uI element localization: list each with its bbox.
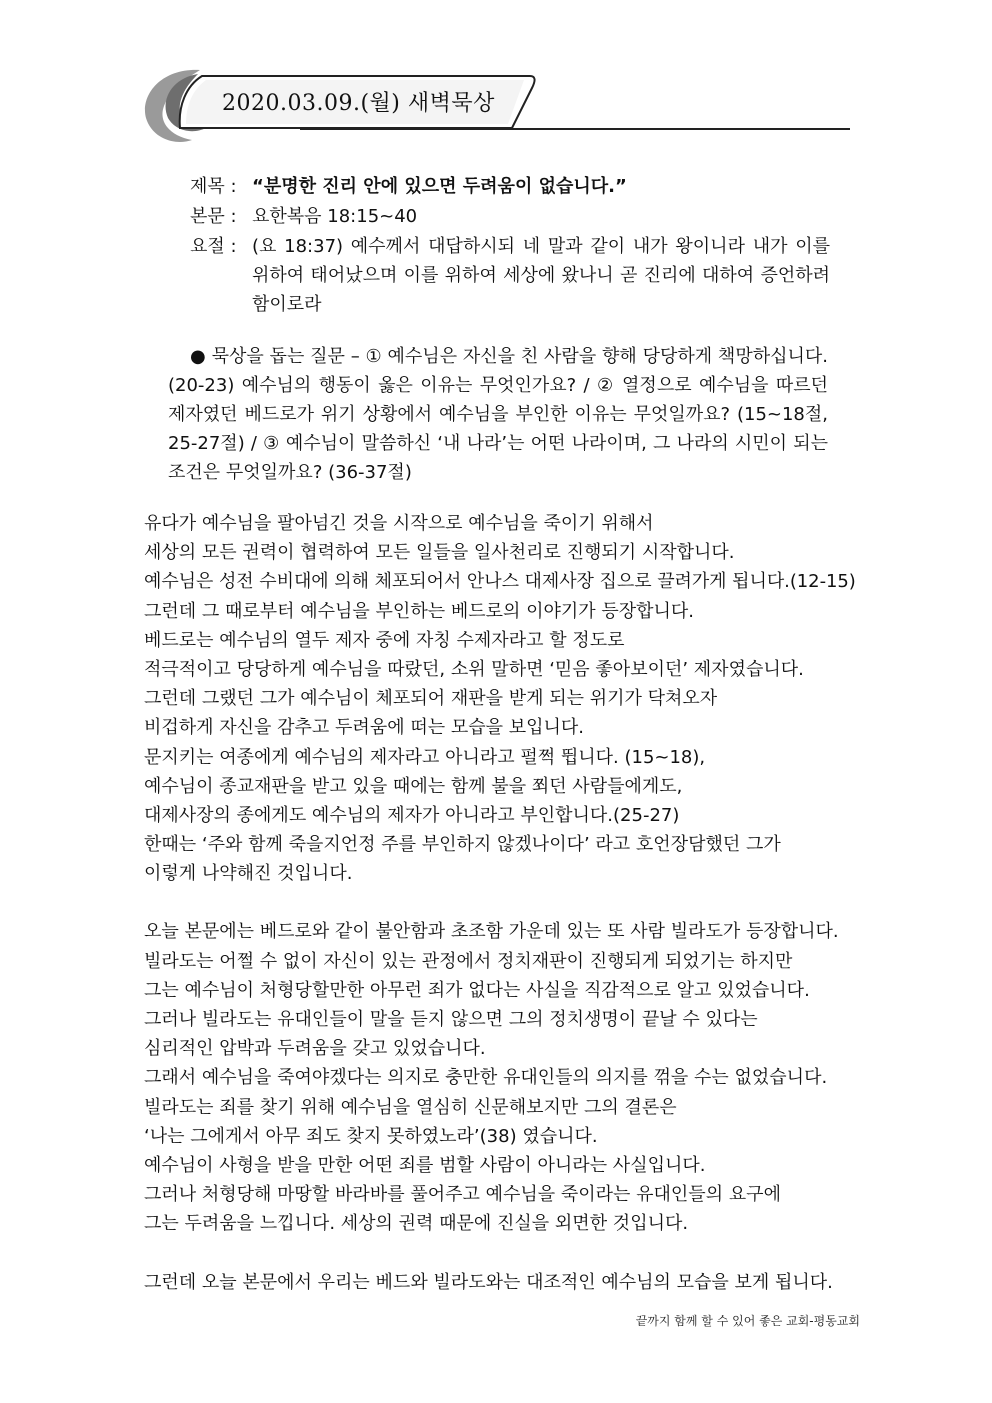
- body-line: 그는 두려움을 느낍니다. 세상의 권력 때문에 진실을 외면한 것입니다.: [144, 1213, 689, 1235]
- paragraph-1: [144, 509, 864, 888]
- body-line: 그러나 빌라도는 유대인들이 말을 듣지 않으면 그의 정치생명이 끝날 수 있다는: [144, 1009, 758, 1030]
- scripture-label: 본문 :: [190, 206, 237, 227]
- paragraph-gap: [144, 888, 864, 917]
- meditation-meta: [190, 172, 830, 319]
- body-line: 그런데 그 때로부터 예수님을 부인하는 베드로의 이야기가 등장합니다.: [144, 600, 695, 622]
- key-verse-text: (요 18:37) 예수께서 대답하시되 네 말과 같이 내가 왕이니라 내가 이를 위하여 태어났으며 이를 위하여 세상에 왔나니 곧 진리에 대하여 증언하려 함이로라: [252, 236, 830, 315]
- title-row: [190, 172, 830, 202]
- body-line: 문지키는 여종에게 예수님의 제자라고 아니라고 펄쩍 뜁니다. (15~18),: [144, 746, 706, 768]
- paragraph-2: [144, 917, 864, 1238]
- key-verse-row: [190, 232, 830, 319]
- body-line: 오늘 본문에는 베드로와 같이 불안함과 초조함 가운데 있는 또 사람 빌라도가 등장합니다.: [144, 921, 839, 943]
- body-line: 비겁하게 자신을 감추고 두려움에 떠는 모습을 보입니다.: [144, 717, 584, 739]
- body-line: 유다가 예수님을 팔아넘긴 것을 시작으로 예수님을 죽이기 위해서: [144, 513, 654, 534]
- body-line: 그는 예수님이 처형당할만한 아무런 죄가 없다는 사실을 직감적으로 알고 있었습니다.: [144, 979, 810, 1001]
- page-header: [140, 66, 852, 146]
- body-line: 한때는 ‘주와 함께 죽을지언정 주를 부인하지 않겠나이다’ 라고 호언장담했던 그가: [144, 834, 781, 856]
- body-line: 대제사장의 종에게도 예수님의 제자가 아니라고 부인합니다.(25-27): [144, 804, 680, 826]
- meditation-questions: ● 묵상을 돕는 질문 – ① 예수님은 자신을 친 사람을 향해 당당하게 책망하십니다. (20-23) 예수님의 행동이 옳은 이유는 무엇인가요? / ② 열정으로 예수님을 따르던 제자였던 베드로가 위기 상황에서 예수님을 부인한 이유는 무엇일까요? (15~18절, 25-27절) / ③ 예수님이 말씀하신 ‘내 나라’는 어떤 나라이며, 그 나라의 시민이 되는 조건은 무엇일까요? (36-37절): [168, 346, 828, 483]
- key-verse-label: 요절 :: [190, 236, 237, 257]
- body-line: 예수님이 사형을 받을 만한 어떤 죄를 범할 사람이 아니라는 사실입니다.: [144, 1154, 706, 1176]
- header-rule: [300, 128, 850, 130]
- body-line: 심리적인 압박과 두려움을 갖고 있었습니다.: [144, 1038, 486, 1060]
- paragraph-3: [144, 1268, 864, 1297]
- body-line: ‘나는 그에게서 아무 죄도 찾지 못하였노라’(38) 였습니다.: [144, 1125, 598, 1147]
- paragraph-gap: [144, 1239, 864, 1268]
- page-title: 2020.03.09.(월) 새벽묵상: [222, 91, 495, 116]
- scripture-reference: 요한복음 18:15~40: [252, 206, 418, 227]
- footer-church-name: 끝까지 함께 할 수 있어 좋은 교회-평동교회: [635, 1314, 860, 1328]
- body-line: 빌라도는 죄를 찾기 위해 예수님을 열심히 신문해보지만 그의 결론은: [144, 1096, 677, 1118]
- body-text: [144, 509, 864, 1297]
- body-line: 예수님은 성전 수비대에 의해 체포되어서 안나스 대제사장 집으로 끌려가게 됩니다.(12-15): [144, 571, 856, 593]
- sermon-title: “분명한 진리 안에 있으면 두려움이 없습니다.”: [252, 176, 627, 197]
- body-line: 적극적이고 당당하게 예수님을 따랐던, 소위 말하면 ‘믿음 좋아보이던’ 제자였습니다.: [144, 658, 804, 680]
- body-line: 세상의 모든 권력이 협력하여 모든 일들을 일사천리로 진행되기 시작합니다.: [144, 542, 735, 564]
- body-line: 예수님이 종교재판을 받고 있을 때에는 함께 불을 쬐던 사람들에게도,: [144, 775, 683, 797]
- body-line: 빌라도는 어쩔 수 없이 자신이 있는 관정에서 정치재판이 진행되게 되었기는 하지만: [144, 950, 793, 972]
- body-line: 그런데 오늘 본문에서 우리는 베드와 빌라도와는 대조적인 예수님의 모습을 보게 됩니다.: [144, 1271, 833, 1293]
- scripture-row: [190, 202, 830, 232]
- body-line: 베드로는 예수님의 열두 제자 중에 자칭 수제자라고 할 정도로: [144, 629, 625, 651]
- body-line: 그러나 처형당해 마땅할 바라바를 풀어주고 예수님을 죽이라는 유대인들의 요구에: [144, 1184, 781, 1206]
- body-line: 이렇게 나약해진 것입니다.: [144, 863, 353, 885]
- title-label: 제목 :: [190, 176, 237, 197]
- body-line: 그런데 그랬던 그가 예수님이 체포되어 재판을 받게 되는 위기가 닥쳐오자: [144, 688, 718, 710]
- body-line: 그래서 예수님을 죽여야겠다는 의지로 충만한 유대인들의 의지를 꺾을 수는 없었습니다.: [144, 1067, 828, 1089]
